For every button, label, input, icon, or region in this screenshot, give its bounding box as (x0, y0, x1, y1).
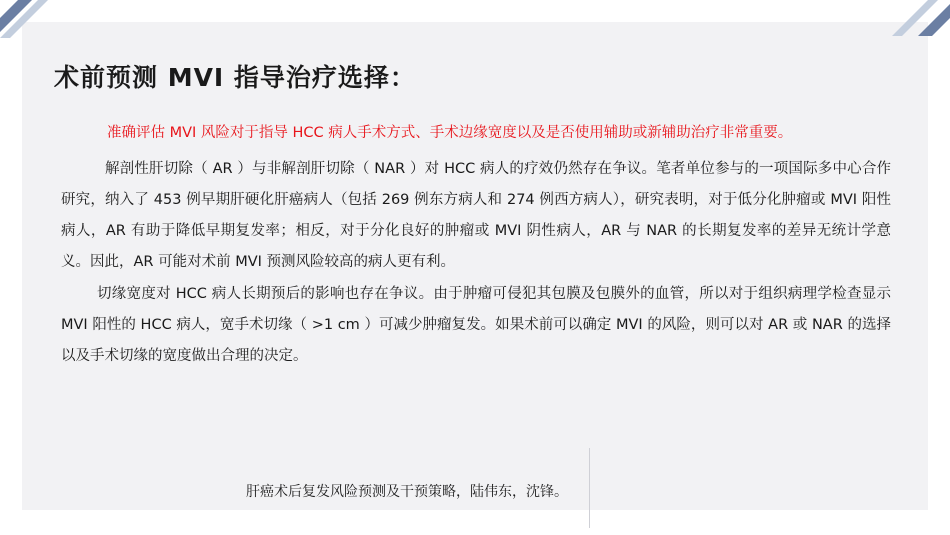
body-paragraph-margin-width: 切缘宽度对 HCC 病人长期预后的影响也存在争议。由于肿瘤可侵犯其包膜及包膜外的血管，所以对于组织病理学检查显示 MVI 阳性的 HCC 病人，宽手术切缘（ >1 cm ）可减少肿瘤复发。如果术前可以确定 MVI 的风险，则可以对 AR 或 NAR 的选择以及手术切缘的宽度做出合理的决定。 (61, 286, 891, 364)
body-paragraph-resection-type: 解剖性肝切除（ AR ）与非解剖肝切除（ NAR ）对 HCC 病人的疗效仍然存在争议。笔者单位参与的一项国际多中心合作研究，纳入了 453 例早期肝硬化肝癌病人（包括 269 例东方病人和 274 例西方病人），研究表明，对于低分化肿瘤或 MVI 阳性病人，AR 有助于降低早期复发率；相反，对于分化良好的肿瘤或 MVI 阴性病人，AR 与 NAR 的长期复发率的差异无统计学意义。因此，AR 可能对术前 MVI 预测风险较高的病人更有利。 (61, 161, 891, 270)
corner-stripe-decoration-left (0, 0, 60, 40)
slide-title: 术前预测 MVI 指导治疗选择： (54, 63, 416, 92)
highlight-statement: 准确评估 MVI 风险对于指导 HCC 病人手术方式、手术边缘宽度以及是否使用辅助或新辅助治疗非常重要。 (107, 125, 793, 141)
divider-line (589, 448, 590, 528)
corner-stripe-decoration-right (890, 0, 950, 40)
reference-citation: 肝癌术后复发风险预测及干预策略，陆伟东，沈锋。 (246, 484, 568, 500)
